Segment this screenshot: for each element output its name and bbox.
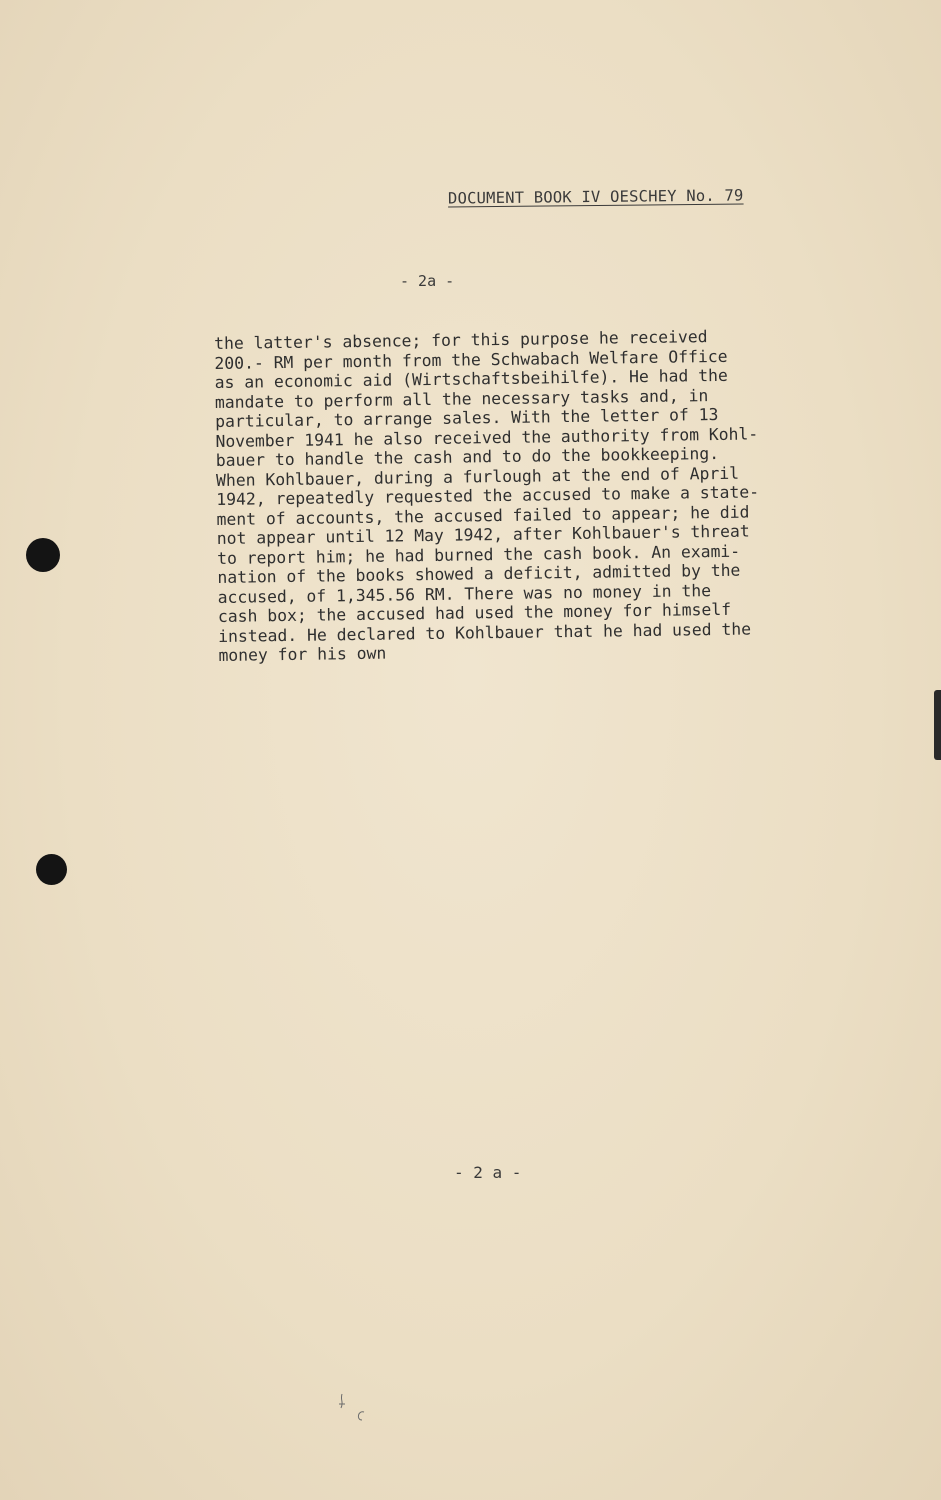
body-line: not appear until 12 May 1942, after Kohlbauer's threat <box>216 521 750 548</box>
body-line: When Kohlbauer, during a furlough at the end of April <box>215 463 740 490</box>
body-line: bauer to handle the cash and to do the bookkeeping. <box>215 443 720 470</box>
body-line: accused, of 1,345.56 RM. There was no money in the <box>217 580 712 607</box>
body-line: ment of accounts, the accused failed to appear; he did <box>216 502 750 529</box>
body-text <box>214 325 879 666</box>
handwritten-mark <box>336 1390 376 1430</box>
body-line: as an economic aid (Wirtschaftsbeihilfe). He had the <box>214 365 728 392</box>
page-number-top: - 2a - <box>400 272 455 290</box>
punch-hole <box>26 538 60 572</box>
body-line: the latter's absence; for this purpose he received <box>214 327 708 353</box>
body-line: cash box; the accused had used the money for himself <box>217 599 732 626</box>
body-line: nation of the books showed a deficit, admitted by the <box>217 560 741 587</box>
page-number-bottom: - 2 a - <box>454 1163 522 1182</box>
body-line: particular, to arrange sales. With the letter of 13 <box>215 404 719 431</box>
body-line: mandate to perform all the necessary tasks and, in <box>214 385 709 412</box>
document-reference-header: DOCUMENT BOOK IV OESCHEY No. 79 <box>447 186 744 208</box>
punch-hole <box>36 854 67 885</box>
body-line: instead. He declared to Kohlbauer that he had used the <box>218 619 752 646</box>
edge-mark <box>934 690 941 760</box>
body-line: 1942, repeatedly requested the accused to make a state- <box>216 482 760 509</box>
body-line: money for his own <box>218 643 387 665</box>
body-line: 200.- RM per month from the Schwabach Welfare Office <box>214 346 728 373</box>
body-line: to report him; he had burned the cash book. An exami- <box>216 541 741 568</box>
body-line: November 1941 he also received the authority from Kohl- <box>215 423 759 451</box>
